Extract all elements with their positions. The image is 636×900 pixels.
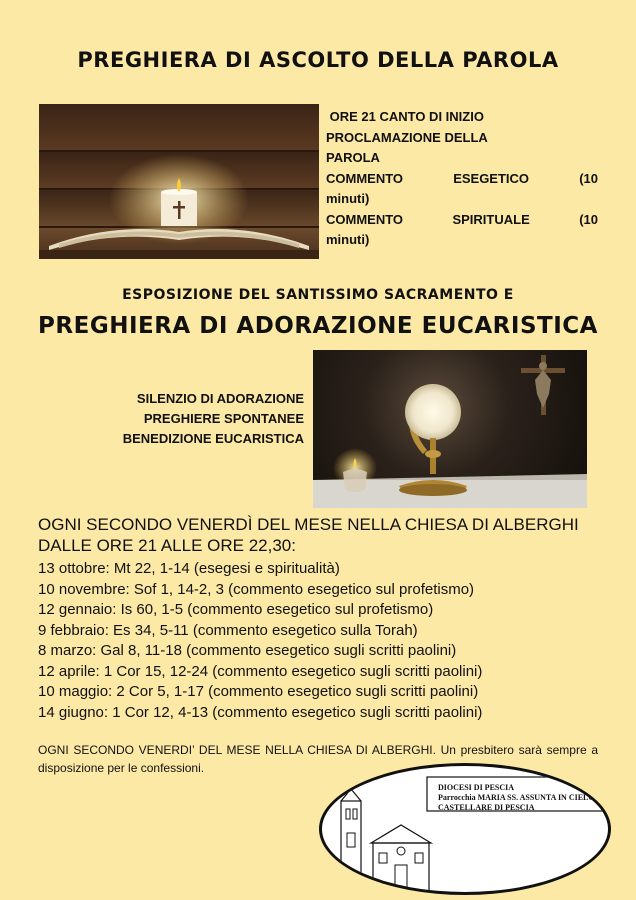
schedule-item: minuti): [326, 191, 370, 206]
monstrance-icon: [313, 350, 587, 508]
dates-list: [38, 559, 618, 723]
date-item: 12 aprile: 1 Cor 15, 12-24 (commento esegetico sugli scritti paolini): [38, 662, 483, 680]
schedule-list: [326, 107, 598, 251]
adoration-item: PREGHIERE SPONTANEE: [143, 411, 304, 426]
word: (10: [579, 170, 598, 186]
word: SPIRITUALE: [452, 211, 530, 227]
word: COMMENTO: [326, 170, 404, 186]
bible-candle-icon: [39, 104, 319, 259]
section-title: PREGHIERA DI ADORAZIONE EUCARISTICA: [38, 313, 598, 339]
page-title: PREGHIERA DI ASCOLTO DELLA PAROLA: [77, 48, 559, 72]
date-item: 14 giugno: 1 Cor 12, 4-13 (commento esegetico sugli scritti paolini): [38, 703, 483, 721]
bible-candle-photo: [39, 104, 319, 259]
main-info: [38, 514, 608, 556]
confession-note: OGNI SECONDO VENERDI’ DEL MESE NELLA CHIESA DI ALBERGHI. Un presbitero sarà sempre a disposizione per le confessioni.: [38, 743, 598, 775]
monstrance-photo: [313, 350, 587, 508]
word: COMMENTO: [326, 211, 404, 227]
schedule-item: PROCLAMAZIONE DELLA: [326, 129, 488, 145]
seal-line: CASTELLARE DI PESCIA: [438, 803, 535, 812]
date-item: 8 marzo: Gal 8, 11-18 (commento esegetico sugli scritti paolini): [38, 642, 457, 659]
schedule-item: PAROLA: [326, 150, 380, 165]
seal-line: Parrocchia MARIA SS. ASSUNTA IN CIELO: [438, 793, 595, 802]
parish-seal: [319, 763, 611, 895]
date-item: 10 maggio: 2 Cor 5, 1-17 (commento esegetico sugli scritti paolini): [38, 683, 479, 700]
word: (10: [579, 211, 598, 227]
section-subtitle: ESPOSIZIONE DEL SANTISSIMO SACRAMENTO E: [122, 287, 514, 303]
schedule-item-commento-spirituale: [326, 210, 598, 231]
date-item: 9 febbraio: Es 34, 5-11 (commento esegetico sulla Torah): [38, 621, 418, 639]
info-line: OGNI SECONDO VENERDÌ DEL MESE NELLA CHIESA DI ALBERGHI: [38, 515, 579, 534]
date-item: 13 ottobre: Mt 22, 1-14 (esegesi e spiritualità): [38, 560, 340, 577]
info-line: DALLE ORE 21 ALLE ORE 22,30:: [38, 536, 296, 555]
seal-text: [438, 783, 608, 813]
date-item: 10 novembre: Sof 1, 14-2, 3 (commento esegetico sul profetismo): [38, 580, 475, 598]
adoration-item: BENEDIZIONE EUCARISTICA: [122, 431, 304, 446]
seal-line: DIOCESI DI PESCIA: [438, 783, 515, 792]
schedule-item: minuti): [326, 232, 370, 247]
adoration-item: SILENZIO DI ADORAZIONE: [136, 391, 304, 406]
adoration-list: [60, 389, 304, 449]
date-item: 12 gennaio: Is 60, 1-5 (commento esegetico sul profetismo): [38, 601, 434, 618]
schedule-item: ORE 21 CANTO DI INIZIO: [326, 109, 484, 124]
schedule-item-commento-esegetico: [326, 169, 598, 190]
word: ESEGETICO: [453, 170, 530, 186]
